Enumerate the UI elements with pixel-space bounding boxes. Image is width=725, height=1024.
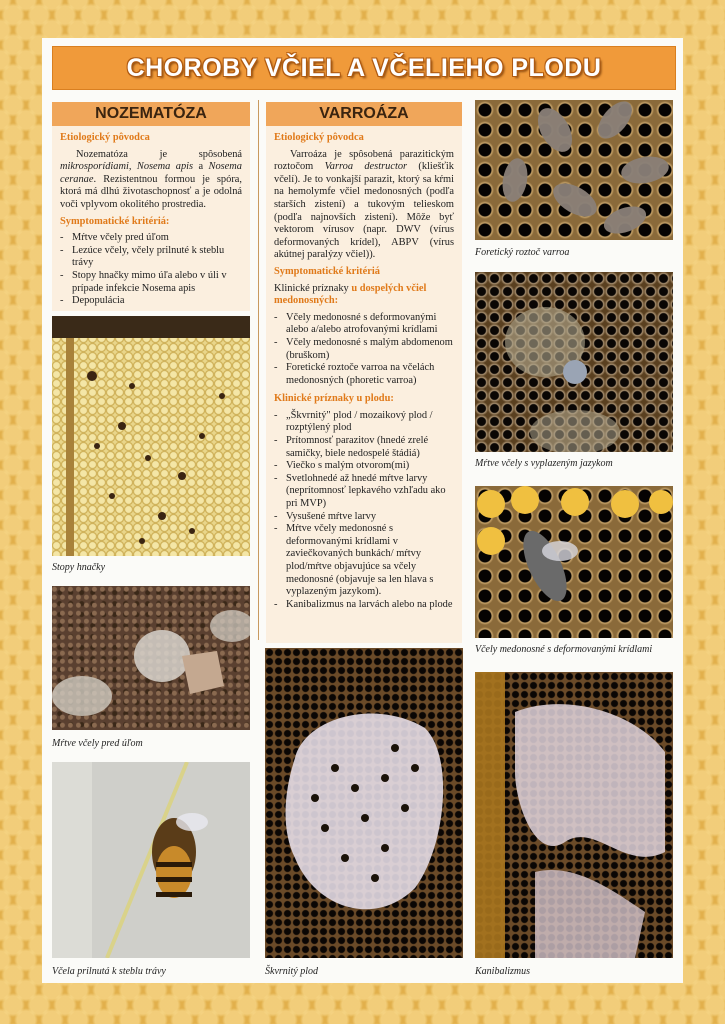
- dead-bees-overlay: [52, 586, 250, 730]
- nozematoza-textbox: [52, 126, 250, 311]
- list-item: - Lezúce včely, včely prilnuté k steblu trávy: [60, 245, 242, 270]
- spotted-brood-overlay: [265, 648, 463, 958]
- list-item: - Prítomnosť parazitov (hnedé zrelé samičky, biele nedospelé štádiá): [274, 435, 454, 460]
- caption-jazyk: Mŕtve včely s vyplazeným jazykom: [475, 458, 613, 469]
- list-item: - Svetlohnedé až hnedé mŕtve larvy (neprítomnosť lepkavého vzhľadu ako pri MVP): [274, 473, 454, 511]
- list-item: - Depopulácia: [60, 295, 242, 308]
- nozematoza-heading: NOZEMATÓZA: [52, 102, 250, 126]
- title-banner: [52, 46, 676, 90]
- caption-mrtve: Mŕtve včely pred úľom: [52, 738, 143, 749]
- varroaza-brood-title: Klinické príznaky u plodu:: [274, 393, 394, 405]
- list-item: - „Škvrnitý" plod / mozaikový plod / rozptýlený plod: [274, 410, 454, 435]
- list-item: - Vysušené mŕtve larvy: [274, 511, 454, 524]
- caption-kridla: Včely medonosné s deformovanými krídlami: [475, 644, 653, 655]
- nozematoza-symptom-list: [60, 232, 242, 308]
- caption-vcela: Včela prilnutá k steblu trávy: [52, 966, 166, 977]
- list-item: - Foretické roztoče varroa na včelách medonosných (phoretic varroa): [274, 362, 454, 387]
- photo-diarrhea-comb: [52, 316, 250, 556]
- varroaza-sympt-title: Symptomatické kritériá: [274, 265, 380, 277]
- list-item: - Mŕtve včely medonosné s deformovanými krídlami v zaviečkovaných bunkách/ mŕtvy plod/mŕtve objavujúce sa včely medonosné (objavuje sa len hlava s vyplazeným jazykom).: [274, 523, 454, 599]
- list-item: - Viečko s malým otvorom(mi): [274, 460, 454, 473]
- varroaza-brood-list: [274, 410, 454, 612]
- photo-dead-bees: [52, 586, 250, 730]
- diarrhea-spots-overlay: [52, 316, 250, 556]
- photo-deformed-wings: [475, 486, 673, 638]
- photo-cannibalism: [475, 672, 673, 958]
- nozematoza-sympt-title: Symptomatické kritériá:: [60, 215, 170, 227]
- caption-kanibalizmus: Kanibalizmus: [475, 966, 531, 977]
- bee-on-grass-overlay: [52, 762, 250, 958]
- varroaza-adult-intro: Klinické príznaky u dospelých včiel medonosných:: [274, 282, 427, 307]
- bees-overlay: [475, 100, 673, 240]
- varroaza-etio-title: Etiologický pôvodca: [274, 132, 364, 143]
- column-divider: [258, 100, 259, 640]
- list-item: - Mŕtve včely pred úľom: [60, 232, 242, 245]
- varroaza-textbox: [266, 126, 462, 643]
- page-title: CHOROBY VČIEL A VČELIEHO PLODU: [126, 53, 602, 82]
- photo-tongue-bees: [475, 272, 673, 452]
- list-item: - Včely medonosné s malým abdomenom (bruškom): [274, 337, 454, 362]
- nozematoza-etio-text: Nozematóza je spôsobená mikrosporídiami, Nosema apis a Nosema ceranae. Rezistentnou formou je spóra, ktorá má dlhú životaschopnosť a je odolná voči vplyvom okolitého prostredia.: [60, 148, 242, 210]
- photo-bee-grass: [52, 762, 250, 958]
- list-item: - Včely medonosné s deformovanými alebo a/alebo atrofovanými krídlami: [274, 312, 454, 337]
- caption-foreticky: Foretický roztoč varroa: [475, 247, 570, 258]
- nozematoza-etio-title: Etiologický pôvodca: [60, 132, 150, 143]
- deformed-bee-overlay: [475, 486, 673, 638]
- caption-stopy: Stopy hnačky: [52, 562, 106, 573]
- varroaza-heading: VARROÁZA: [266, 102, 462, 126]
- list-item: - Stopy hnačky mimo úľa alebo v úli v prípade infekcie Nosema apis: [60, 270, 242, 295]
- capped-cells-overlay: [475, 272, 673, 452]
- photo-spotted-brood: [265, 648, 463, 958]
- caption-skvrnity: Škvrnitý plod: [265, 966, 319, 977]
- list-item: - Kanibalizmus na larvách alebo na plode: [274, 599, 454, 612]
- varroaza-adult-list: [274, 312, 454, 388]
- photo-phoretic-mite: [475, 100, 673, 240]
- varroaza-etio-text: Varroáza je spôsobená parazitickým roztočom Varroa destructor (kliešťik včelí). Je to vonkajší parazit, ktorý sa kŕmi na hemolymfe včiel medonosných (podľa starších zistení) a tukovým telieskom (podľa najnovších zistení). Môže byť vektorom vírusov (napr. DWV (vírus deformovaných krídel), ABPV (vírus akútnej paralýzy včiel)).: [274, 148, 454, 261]
- cannibalism-overlay: [475, 672, 673, 958]
